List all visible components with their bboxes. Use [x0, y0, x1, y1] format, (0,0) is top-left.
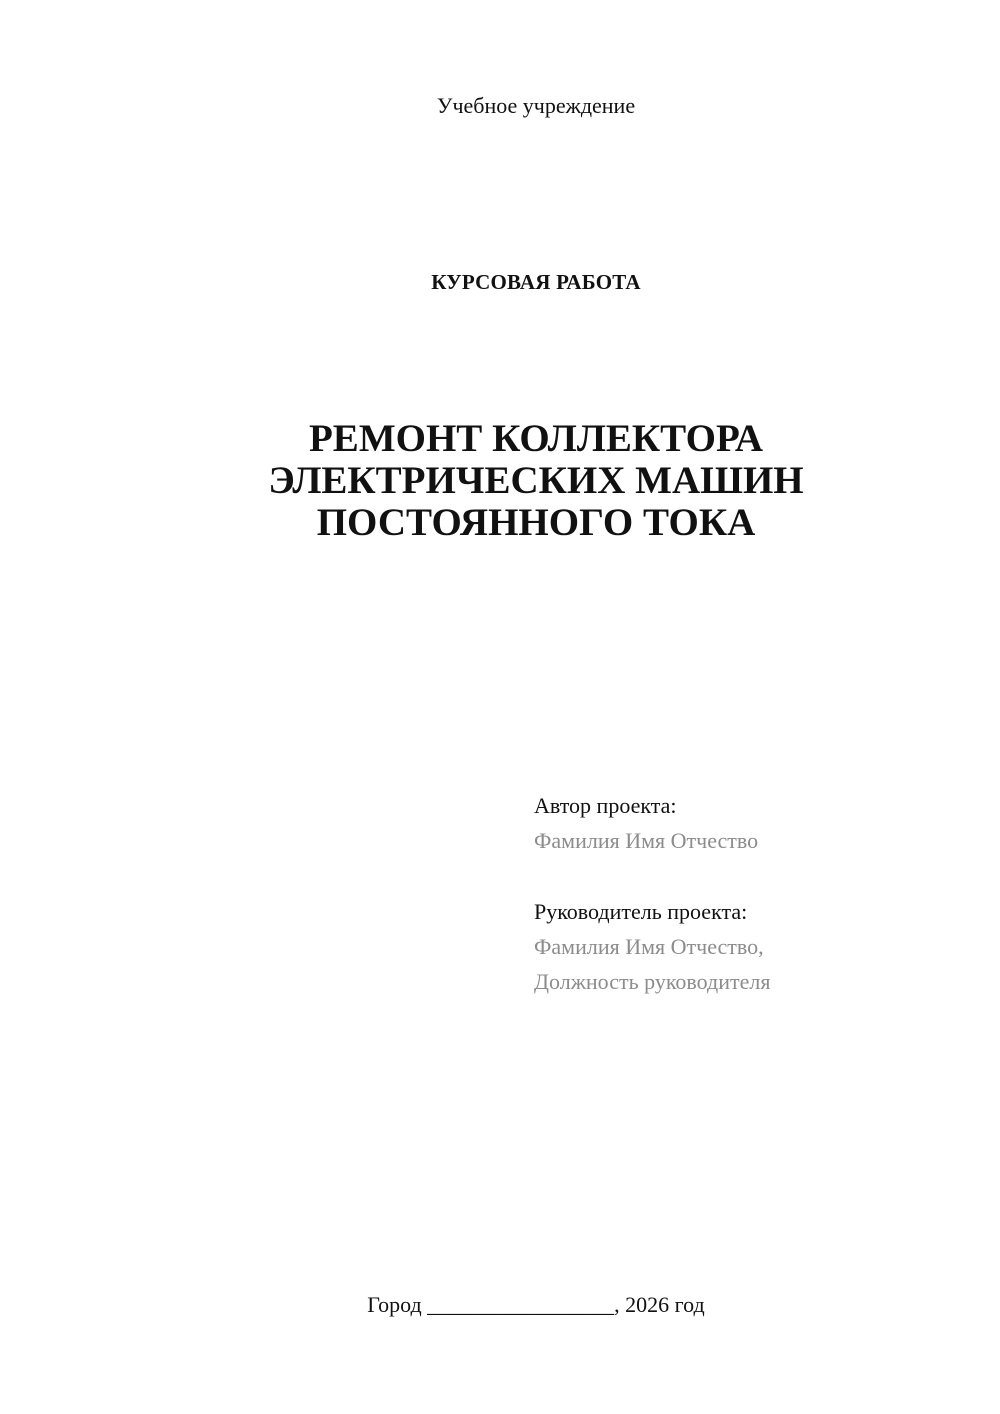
- city-year-line: Город _________________, 2026 год: [367, 1292, 705, 1317]
- supervisor-name-placeholder: Фамилия Имя Отчество,: [534, 934, 764, 959]
- title-line: ПОСТОЯННОГО ТОКА: [316, 501, 756, 544]
- spacer: [534, 858, 974, 894]
- author-label: Автор проекта:: [534, 793, 677, 818]
- document-title: [0, 418, 1000, 544]
- title-line: РЕМОНТ КОЛЛЕКТОРА: [308, 417, 764, 460]
- supervisor-position-placeholder: Должность руководителя: [534, 969, 771, 994]
- authors-block: [534, 788, 974, 999]
- author-name-placeholder: Фамилия Имя Отчество: [534, 828, 759, 853]
- institution-name: Учебное учреждение: [436, 93, 636, 118]
- work-type-heading: КУРСОВАЯ РАБОТА: [431, 270, 641, 294]
- title-line: ЭЛЕКТРИЧЕСКИХ МАШИН: [268, 459, 804, 502]
- supervisor-label: Руководитель проекта:: [534, 899, 748, 924]
